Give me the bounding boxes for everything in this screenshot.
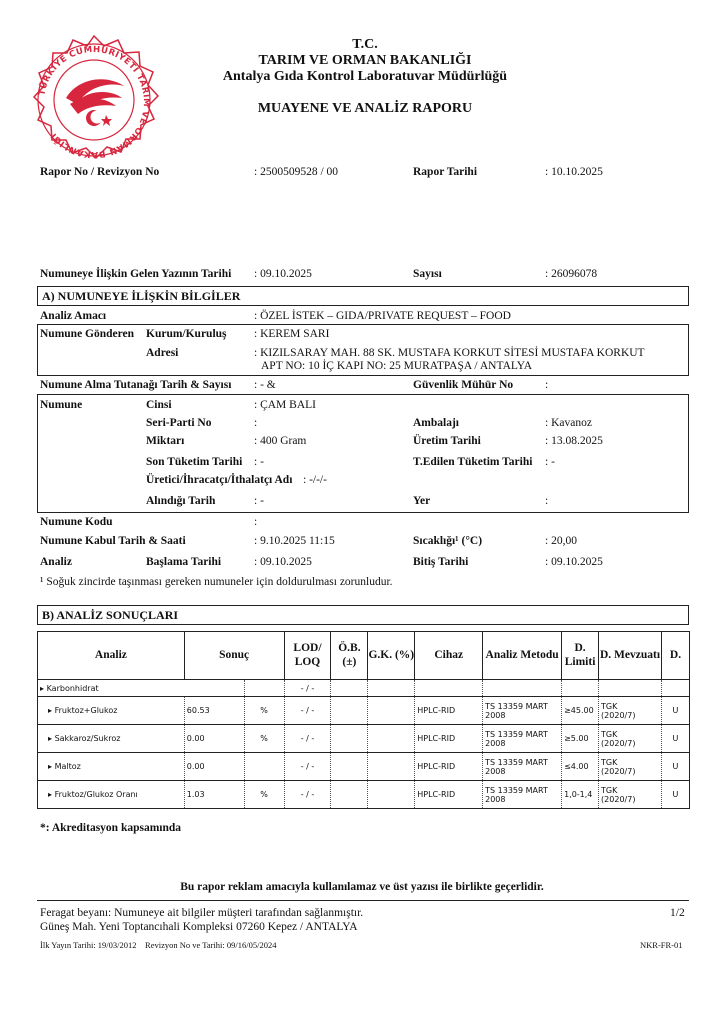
kurum-value: : KEREM SARI <box>254 328 330 340</box>
rapor-tarihi-label: Rapor Tarihi <box>413 166 478 178</box>
soguk-zincir-footnote: ¹ Soğuk zincirde taşınması gereken numuneler için doldurulması zorunludur. <box>40 576 393 588</box>
row-gk <box>368 725 415 753</box>
svg-text:TÜRKİYE CUMHURİYETİ TARIM VE O: TÜRKİYE CUMHURİYETİ TARIM VE ORMAN BAKANLIĞI <box>37 44 152 160</box>
report-title: MUAYENE VE ANALİZ RAPORU <box>257 101 473 116</box>
sicaklik-value: : 20,00 <box>545 535 577 547</box>
row-name: ▸ Fruktoz/Glukoz Oranı <box>38 781 185 809</box>
row-value: 0.00 <box>184 725 244 753</box>
ambalaj-value: : Kavanoz <box>545 417 592 429</box>
seri-value: : <box>254 417 258 429</box>
analiz-label: Analiz <box>40 556 72 568</box>
bitis-label: Bitiş Tarihi <box>413 556 469 568</box>
bitis-value: : 09.10.2025 <box>545 556 603 568</box>
uretici-label: Üretici/İhracatçı/İthalatçı Adı <box>146 474 293 486</box>
yazi-tarihi-value: : 09.10.2025 <box>254 268 312 280</box>
row-unit <box>244 680 284 697</box>
header-ministry: TARIM VE ORMAN BAKANLIĞI <box>258 53 472 68</box>
row-limit: ≤4.00 <box>562 753 599 781</box>
row-name: ▸ Maltoz <box>38 753 185 781</box>
row-value: 0.00 <box>184 753 244 781</box>
page-number: 1/2 <box>670 907 685 919</box>
tutanak-label: Numune Alma Tutanağı Tarih & Sayısı <box>40 379 232 391</box>
col-lod: LOD/ LOQ <box>284 632 331 680</box>
col-sonuc: Sonuç <box>184 632 284 680</box>
kodu-value: : <box>254 516 258 528</box>
section-b-title: B) ANALİZ SONUÇLARI <box>37 605 689 625</box>
table-row <box>38 781 690 809</box>
row-cihaz: HPLC-RID <box>415 753 483 781</box>
row-mevzuat <box>599 680 662 697</box>
row-unit <box>244 753 284 781</box>
footer-notice: Bu rapor reklam amacıyla kullanılamaz ve üst yazısı ile birlikte geçerlidir. <box>180 881 544 893</box>
row-lod: - / - <box>284 697 331 725</box>
row-gk <box>368 680 415 697</box>
miktar-label: Miktarı <box>146 435 185 447</box>
yer-value: : <box>545 495 549 507</box>
row-cihaz <box>415 680 483 697</box>
row-cihaz: HPLC-RID <box>415 781 483 809</box>
lab-address: Güneş Mah. Yeni Toptancıhali Kompleksi 07260 Kepez / ANTALYA <box>40 921 358 933</box>
cinsi-value: : ÇAM BALI <box>254 399 316 411</box>
ambalaj-label: Ambalajı <box>413 417 459 429</box>
row-value: 60.53 <box>184 697 244 725</box>
row-metod: TS 13359 MART 2008 <box>483 725 562 753</box>
form-code: NKR-FR-01 <box>640 940 683 950</box>
gonderen-label: Numune Gönderen <box>40 328 135 340</box>
col-mevzuat: D. Mevzuatı <box>599 632 662 680</box>
yayin-info: İlk Yayın Tarihi: 19/03/2012 Revizyon No ve Tarihi: 09/16/05/2024 <box>40 940 277 950</box>
row-unit: % <box>244 725 284 753</box>
row-gk <box>368 697 415 725</box>
row-lod: - / - <box>284 725 331 753</box>
row-lod: - / - <box>284 680 331 697</box>
row-gk <box>368 753 415 781</box>
akreditasyon-note: *: Akreditasyon kapsamında <box>40 822 182 834</box>
muhur-label: Güvenlik Mühür No <box>413 379 514 391</box>
row-mevzuat: TGK (2020/7) <box>599 725 662 753</box>
kodu-label: Numune Kodu <box>40 516 113 528</box>
row-name: ▸ Fruktoz+Glukoz <box>38 697 185 725</box>
col-cihaz: Cihaz <box>415 632 483 680</box>
table-row <box>38 725 690 753</box>
numune-box <box>37 394 689 513</box>
row-ob <box>331 680 368 697</box>
adres-label: Adresi <box>146 347 179 359</box>
row-name: ▸ Sakkaroz/Sukroz <box>38 725 185 753</box>
sayisi-value: : 26096078 <box>545 268 598 280</box>
row-d: U <box>661 725 689 753</box>
seri-label: Seri-Parti No <box>146 417 212 429</box>
uretici-value: : -/-/- <box>303 474 327 486</box>
row-ob <box>331 781 368 809</box>
alindigi-value: : - <box>254 495 264 507</box>
kabul-label: Numune Kabul Tarih & Saati <box>40 535 186 547</box>
col-d: D. <box>661 632 689 680</box>
row-limit <box>562 680 599 697</box>
row-unit: % <box>244 781 284 809</box>
row-ob <box>331 697 368 725</box>
sicaklik-label: Sıcaklığı¹ (°C) <box>413 535 483 547</box>
row-metod: TS 13359 MART 2008 <box>483 697 562 725</box>
row-value: 1.03 <box>184 781 244 809</box>
baslama-value: : 09.10.2025 <box>254 556 312 568</box>
analiz-amaci-value: : ÖZEL İSTEK – GIDA/PRIVATE REQUEST – FOOD <box>254 310 511 322</box>
col-ob: Ö.B. (±) <box>331 632 368 680</box>
yer-label: Yer <box>413 495 431 507</box>
row-gk <box>368 781 415 809</box>
rapor-no-value: : 2500509528 / 00 <box>254 166 339 178</box>
row-mevzuat: TGK (2020/7) <box>599 753 662 781</box>
row-d: U <box>661 781 689 809</box>
ministry-seal <box>26 34 162 170</box>
rapor-tarihi-value: : 10.10.2025 <box>545 166 603 178</box>
section-a-title: A) NUMUNEYE İLİŞKİN BİLGİLER <box>37 286 689 306</box>
results-table <box>37 631 690 809</box>
row-d: U <box>661 753 689 781</box>
row-cihaz: HPLC-RID <box>415 725 483 753</box>
rapor-no-label: Rapor No / Revizyon No <box>40 166 160 178</box>
row-cihaz: HPLC-RID <box>415 697 483 725</box>
row-d <box>661 680 689 697</box>
row-lod: - / - <box>284 753 331 781</box>
tedilen-label: T.Edilen Tüketim Tarihi <box>413 456 533 468</box>
row-ob <box>331 753 368 781</box>
kurum-label: Kurum/Kuruluş <box>146 328 227 340</box>
uretim-label: Üretim Tarihi <box>413 435 481 447</box>
row-mevzuat: TGK (2020/7) <box>599 781 662 809</box>
header-line-tc: T.C. <box>352 37 378 52</box>
footer-divider <box>37 900 689 901</box>
row-limit: ≥5.00 <box>562 725 599 753</box>
kabul-value: : 9.10.2025 11:15 <box>254 535 335 547</box>
row-limit: 1,0-1,4 <box>562 781 599 809</box>
row-metod: TS 13359 MART 2008 <box>483 753 562 781</box>
table-row <box>38 680 690 697</box>
table-row <box>38 753 690 781</box>
row-d: U <box>661 697 689 725</box>
baslama-label: Başlama Tarihi <box>146 556 222 568</box>
header-lab: Antalya Gıda Kontrol Laboratuvar Müdürlüğü <box>222 69 508 84</box>
adres-line2: APT NO: 10 İÇ KAPI NO: 25 MURATPAŞA / ANTALYA <box>261 360 533 372</box>
table-row <box>38 697 690 725</box>
row-limit: ≥45.00 <box>562 697 599 725</box>
numune-label: Numune <box>40 399 83 411</box>
skt-value: : - <box>254 456 264 468</box>
sayisi-label: Sayısı <box>413 268 442 280</box>
tedilen-value: : - <box>545 456 555 468</box>
row-ob <box>331 725 368 753</box>
alindigi-label: Alındığı Tarih <box>146 495 216 507</box>
col-analiz: Analiz <box>38 632 185 680</box>
row-mevzuat: TGK (2020/7) <box>599 697 662 725</box>
cinsi-label: Cinsi <box>146 399 172 411</box>
feragat-text: Feragat beyanı: Numuneye ait bilgiler müşteri tarafından sağlanmıştır. <box>40 907 364 919</box>
yazi-tarihi-label: Numuneye İlişkin Gelen Yazının Tarihi <box>40 268 232 280</box>
tutanak-value: : - & <box>254 379 276 391</box>
uretim-value: : 13.08.2025 <box>545 435 603 447</box>
analiz-amaci-label: Analiz Amacı <box>40 310 107 322</box>
col-gk: G.K. (%) <box>368 632 415 680</box>
row-lod: - / - <box>284 781 331 809</box>
muhur-value: : <box>545 379 549 391</box>
row-metod: TS 13359 MART 2008 <box>483 781 562 809</box>
skt-label: Son Tüketim Tarihi <box>146 456 243 468</box>
row-name: ▸ Karbonhidrat <box>38 680 245 697</box>
row-metod <box>483 680 562 697</box>
row-unit: % <box>244 697 284 725</box>
col-metod: Analiz Metodu <box>483 632 562 680</box>
col-limit: D. Limiti <box>562 632 599 680</box>
adres-line1: : KIZILSARAY MAH. 88 SK. MUSTAFA KORKUT SİTESİ MUSTAFA KORKUT <box>254 347 645 359</box>
miktar-value: : 400 Gram <box>254 435 307 447</box>
